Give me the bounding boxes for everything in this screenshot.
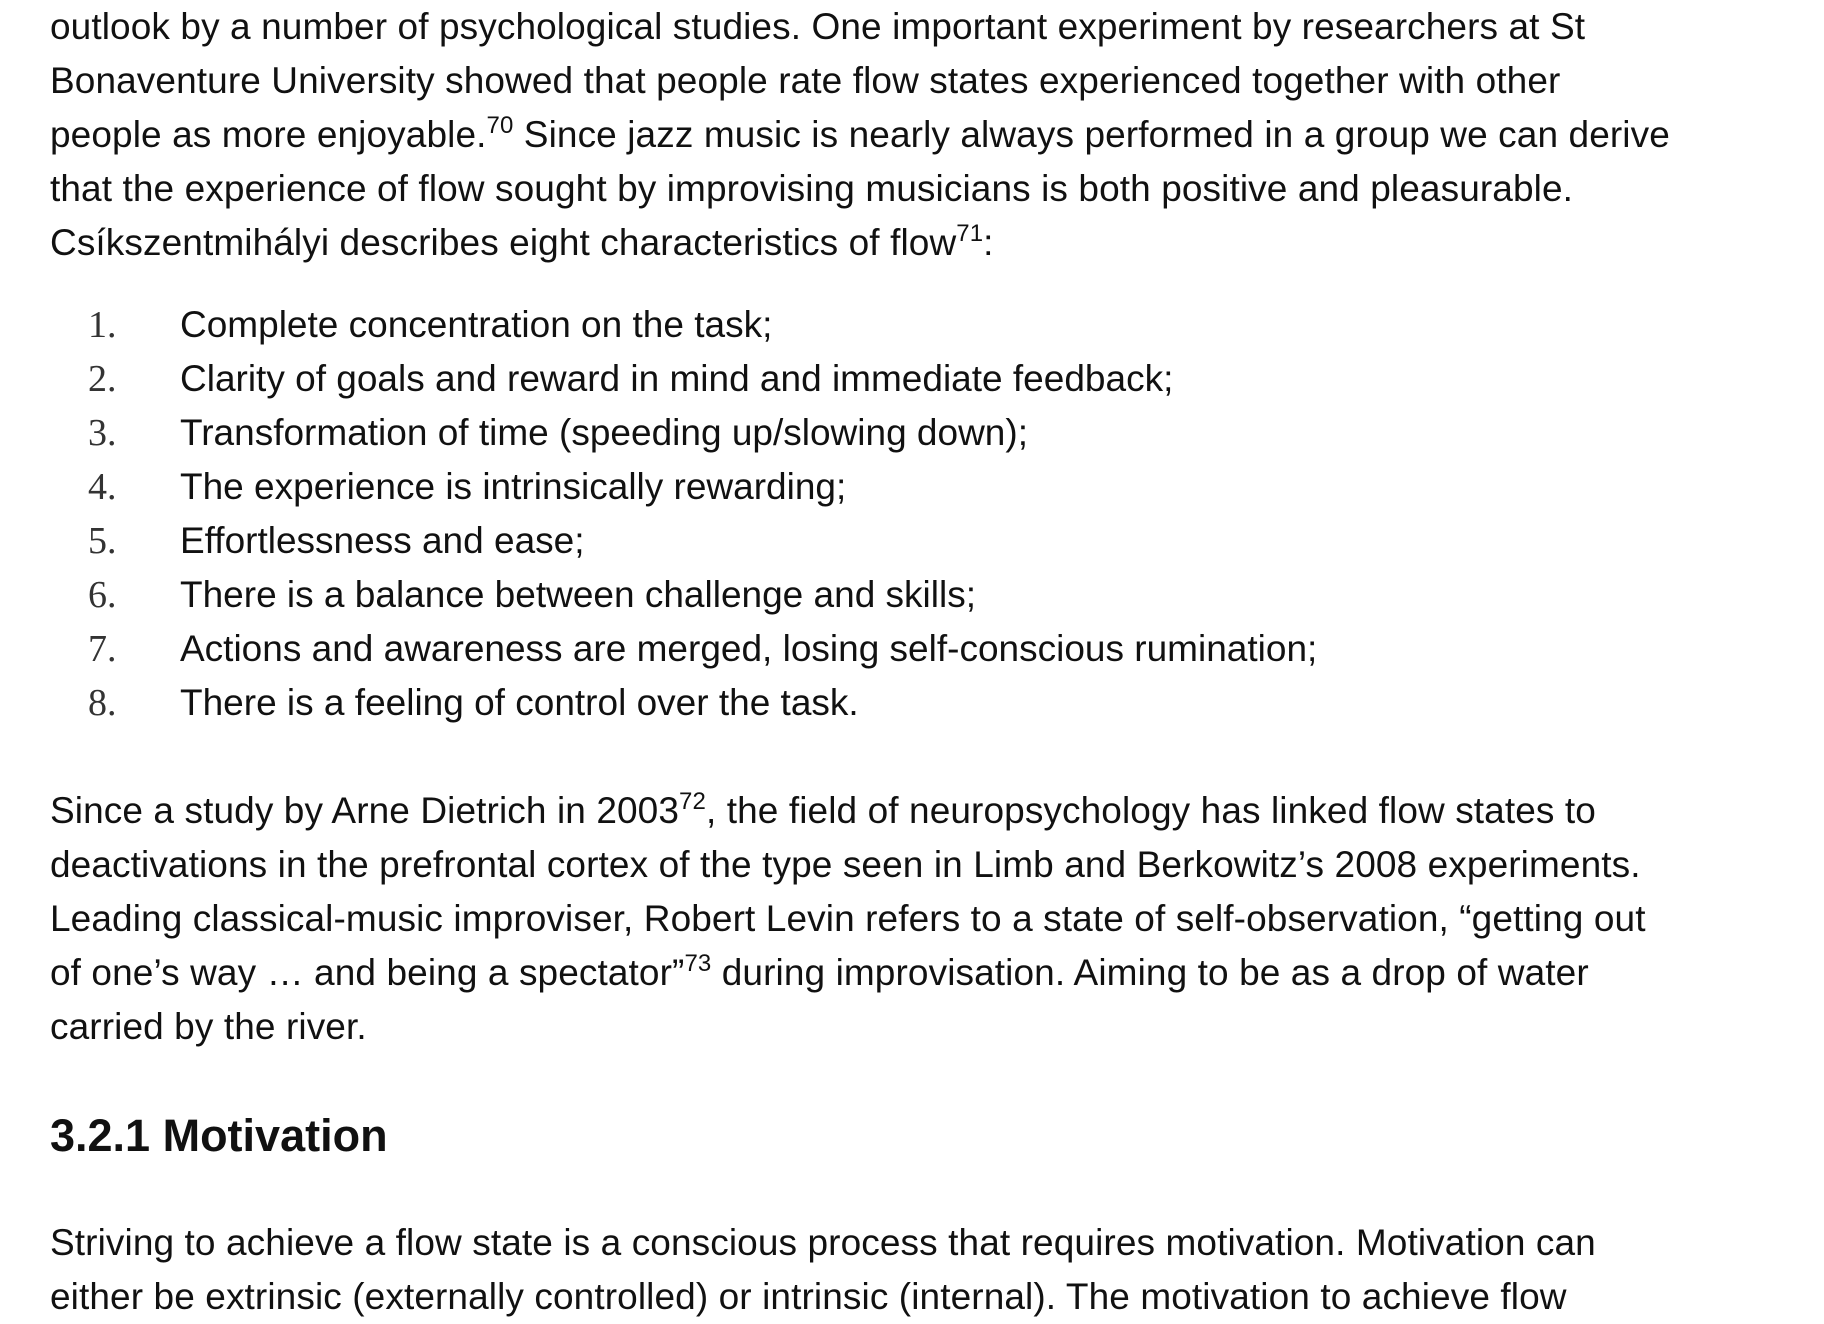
list-number: 6 . [50,568,180,622]
section-heading: 3.2.1 Motivation [50,1110,388,1161]
list-number: 1 . [50,298,180,352]
text-fragment: people as more enjoyable. [50,114,487,155]
text-fragment: , the field of neuropsychology has linked flow states to [705,790,1596,831]
list-number: 7 . [50,622,180,676]
list-item [50,676,1780,730]
list-item-text: Effortlessness and ease; [180,520,585,561]
list-item [50,352,1780,406]
text-line [50,784,1780,838]
paragraph-motivation [50,1216,1780,1324]
list-item-text: Actions and awareness are merged, losing self-conscious rumination; [180,628,1318,669]
text-fragment: Since jazz music is nearly always performed in a group we can derive [513,114,1670,155]
list-item [50,460,1780,514]
list-number: 8 . [50,676,180,730]
text-line: that the experience of flow sought by improvising musicians is both positive and pleasurable. [50,168,1574,209]
text-line: deactivations in the prefrontal cortex of the type seen in Limb and Berkowitz’s 2008 experiments. [50,844,1641,885]
list-item-text: There is a balance between challenge and skills; [180,574,976,615]
text-fragment: during improvisation. Aiming to be as a drop of water [711,952,1589,993]
list-item [50,622,1780,676]
paragraph-flow-studies [50,0,1780,270]
text-fragment: : [983,222,994,263]
text-line: carried by the river. [50,1006,367,1047]
list-item-text: Complete concentration on the task; [180,304,773,345]
list-item-text: The experience is intrinsically rewarding; [180,466,847,507]
paragraph-neuropsychology [50,784,1780,1054]
list-item [50,568,1780,622]
list-number: 2 . [50,352,180,406]
text-line: Leading classical-music improviser, Robert Levin refers to a state of self-observation, “getting out [50,898,1646,939]
flow-characteristics-list [50,298,1780,730]
list-item-text: Transformation of time (speeding up/slowing down); [180,412,1028,453]
text-line: Striving to achieve a flow state is a conscious process that requires motivation. Motivation can [50,1222,1596,1263]
text-line [50,946,1780,1000]
list-item [50,298,1780,352]
text-line: Bonaventure University showed that people rate flow states experienced together with other [50,60,1561,101]
text-fragment: Since a study by Arne Dietrich in 2003 [50,790,680,831]
text-line [50,216,1780,270]
list-item [50,406,1780,460]
list-item-text: There is a feeling of control over the task. [180,682,859,723]
text-fragment: of one’s way … and being a spectator” [50,952,685,993]
footnote-ref-73: 73 [684,950,712,977]
list-number: 5 . [50,514,180,568]
footnote-ref-71: 71 [956,220,984,247]
list-number: 3 . [50,406,180,460]
list-item-text: Clarity of goals and reward in mind and immediate feedback; [180,358,1174,399]
text-fragment: Csíkszentmihályi describes eight characteristics of flow [50,222,957,263]
text-line: either be extrinsic (externally controlled) or intrinsic (internal). The motivation to achieve flow [50,1276,1567,1317]
text-line [50,108,1780,162]
footnote-ref-70: 70 [486,112,514,139]
list-item [50,514,1780,568]
footnote-ref-72: 72 [679,788,706,815]
text-line: outlook by a number of psychological studies. One important experiment by researchers at St [50,6,1586,47]
list-number: 4 . [50,460,180,514]
document-page [50,0,1780,1324]
